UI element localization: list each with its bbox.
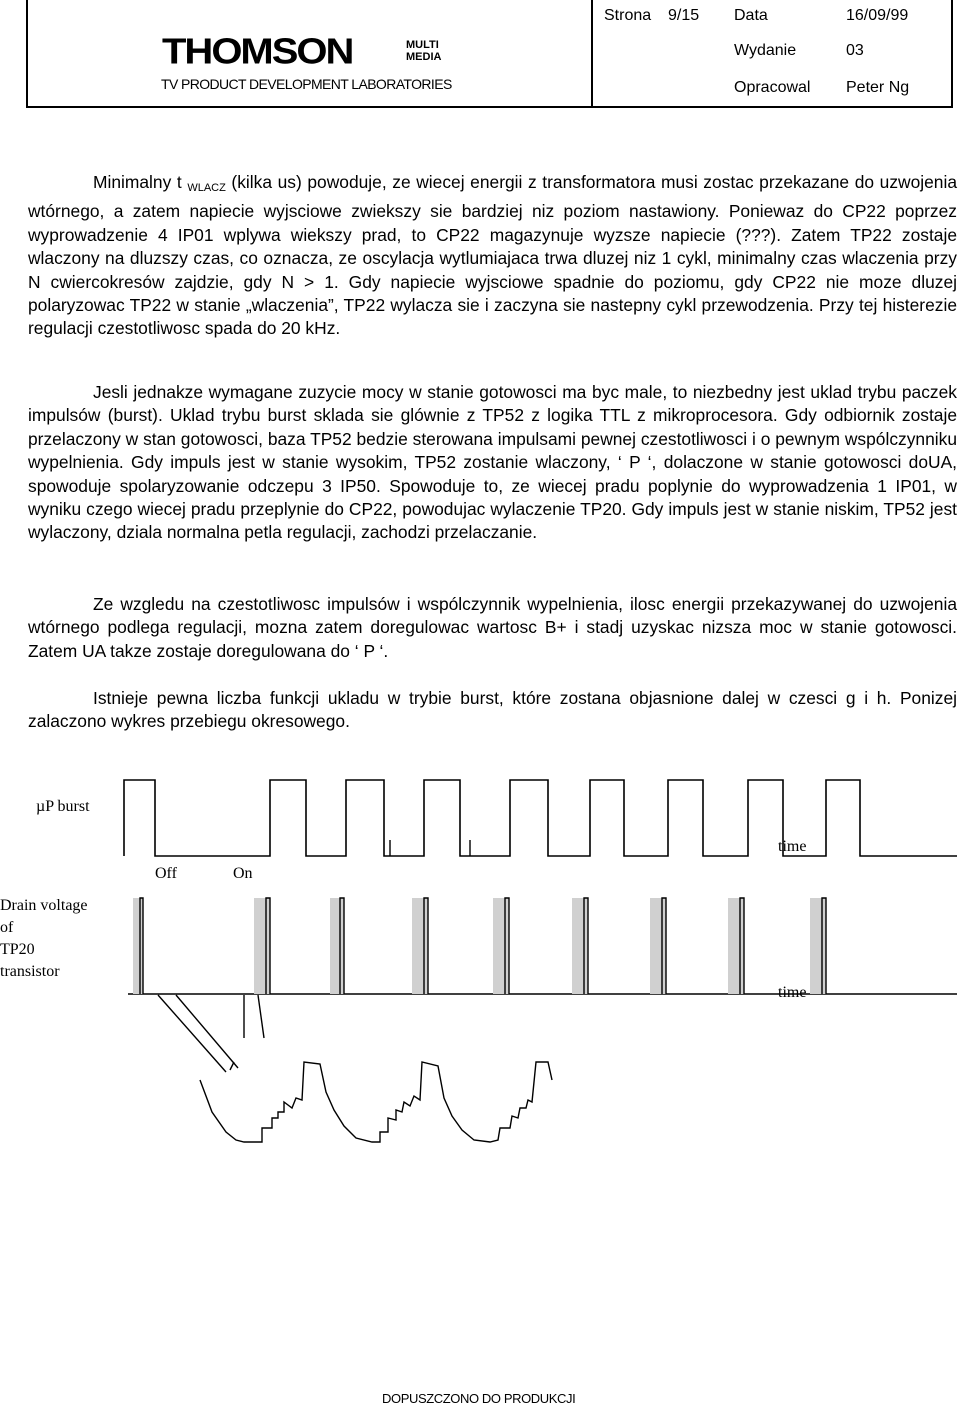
paragraph-1: [28, 171, 957, 341]
author-value: Peter Ng: [846, 79, 910, 96]
page-label: Strona: [604, 7, 652, 24]
edition-label: Wydanie: [734, 42, 797, 59]
paragraph-4: Istnieje pewna liczba funkcji ukladu w trybie burst, które zostana objasnione dalej w czesci g i h. Ponizej zalaczono wykres przebiegu okresowego.: [28, 688, 957, 732]
time-label-top: time: [778, 838, 807, 855]
logo-media-text: MEDIA: [406, 51, 442, 63]
off-label: Off: [155, 865, 177, 882]
multimedia-logo: [406, 39, 441, 63]
logo-subtitle: TV PRODUCT DEVELOPMENT LABORATORIES: [161, 76, 452, 92]
paragraph-2: Jesli jednakze wymagane zuzycie mocy w stanie gotowosci ma byc male, to niezbedny jest uklad trybu paczek impulsów (burst). Uklad trybu burst sklada sie glównie z TP52 z logika TTL z mikroprocesora. Gdy odbiornik zostaje przelaczony w stan gotowosci, baza TP52 bedzie sterowana impulsami pewnej czestotliwosci i o pewnym wspólczynniku wypelnienia. Gdy impuls jest w stanie wysokim, TP52 zostanie wlaczony, ‘ P ‘, dolaczone w stanie gotowosci doUA, spowoduje spolaryzowanie odczepu 3 IP50. Spowoduje to, ze wiecej pradu poplynie do wyprowadzenia 1 IP01, w wyniku czego wiecej pradu przeplynie do CP22, powodujac wylaczenie TP20. Gdy impuls jest w stanie niskim, TP52 jest wylaczony, dziala normalna petla regulacji, zachodzi przelaczanie.: [28, 382, 957, 543]
drain-label-line4: transistor: [0, 963, 60, 980]
p1-rest: (kilka us) powoduje, ze wiecej energii z transformatora musi zostac przekazane do uzwojenia wtórnego, a zatem napiecie wyjsciowe zwiekszy sie bardziej niz poziom nastawiony. Poniewaz do CP22 poprzez wyprowadzenie 4 IP01 wplywa wiekszy prad, to CP22 magazynuje wyzsze napiecie (???). Zatem TP22 zostaje wlaczony na dluzszy czas, co oznacza, ze oscylacja wytlumiajaca trwa dluzej niz 1 cykl, minimalny czas wlaczenia przy N cwiercokresów zajdzie, gdy N > 1. Gdy napiecie wyjsciowe spadnie do poziomu, gdy CP22 nie moze dluzej polaryzowac TP22 w stanie „wlaczenia”, TP22 wylacza sie i zaczyna sie nastepny cykl przewodzenia. Przy tej histerezie regulacji czestotliwosc spada do 20 kHz.: [28, 172, 957, 339]
page-value: 9/15: [668, 7, 700, 24]
time-label-bottom: time: [778, 984, 807, 1001]
paragraph-3: Ze wzgledu na czestotliwosc impulsów i wspólczynnik wypelnienia, ilosc energii przekazywanej do uzwojenia wtórnego podlega regulacji, mozna zatem doregulowac wartosc B+ i stadj uzyskac nizsza moc w stanie gotowosci. Zatem UA takze zostaje doregulowana do ‘ P ‘.: [28, 594, 957, 661]
p1-start: Minimalny t: [93, 172, 188, 192]
burst-gap-marks: [390, 840, 470, 856]
date-label: Data: [734, 7, 768, 24]
drain-label: [0, 895, 88, 983]
logo-multi-text: MULTI: [406, 39, 439, 51]
thomson-logo: THOMSON: [162, 32, 353, 72]
edition-value: 03: [846, 42, 864, 59]
drain-label-line2: of: [0, 919, 14, 936]
drain-waveform: [128, 898, 957, 994]
on-label: On: [233, 865, 253, 882]
p1-subscript: WLACZ: [187, 182, 226, 194]
footer-approval: DOPUSZCZONO DO PRODUKCJI: [382, 1391, 576, 1406]
burst-waveform: [124, 780, 957, 856]
burst-label: µP burst: [36, 798, 90, 815]
drain-label-line1: Drain voltage: [0, 897, 88, 914]
author-label: Opracowal: [734, 79, 811, 96]
zoom-waveform: [200, 1062, 552, 1142]
waveform-diagram: [0, 740, 960, 1160]
date-value: 16/09/99: [846, 7, 909, 24]
zoom-lines: [158, 995, 264, 1072]
drain-label-line3: TP20: [0, 941, 35, 958]
